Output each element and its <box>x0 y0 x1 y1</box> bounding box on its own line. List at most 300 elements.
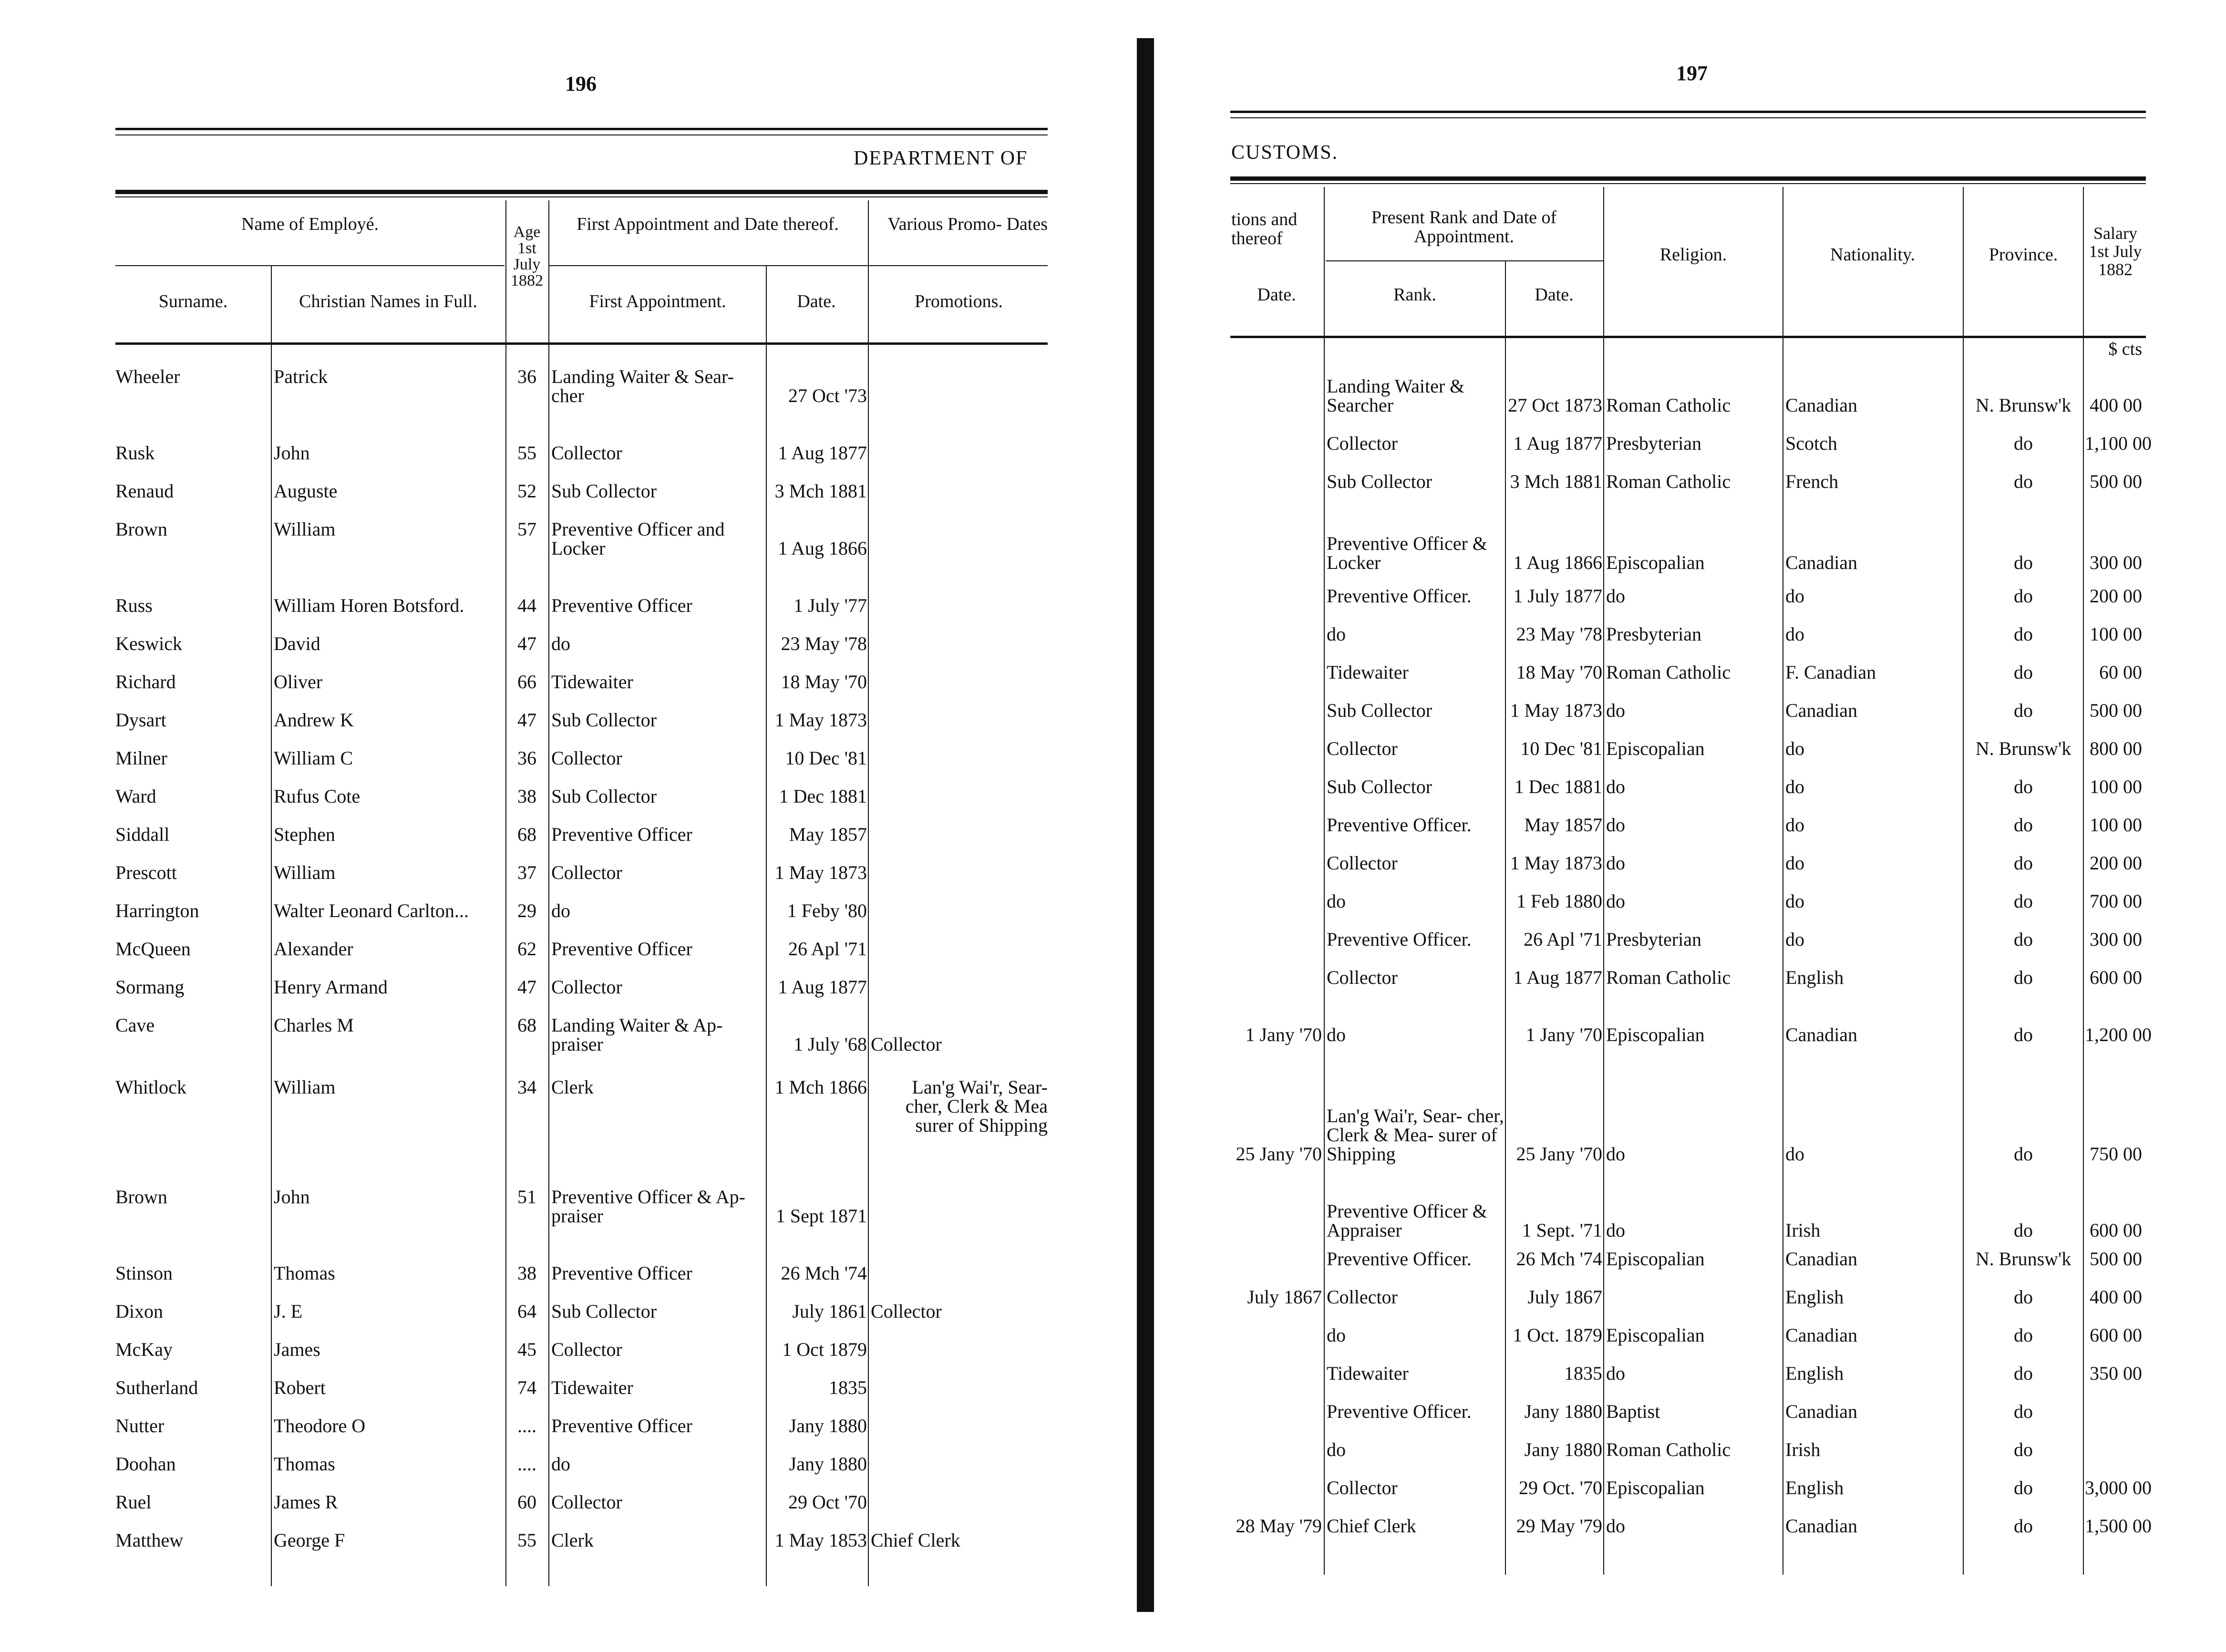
first-appointment-cell: Collector <box>551 442 622 464</box>
surname-cell: Keswick <box>115 633 182 654</box>
header-surname: Surname. <box>158 291 228 311</box>
province-cell: do <box>2014 1286 2033 1308</box>
promotion-cell: Collector <box>871 1301 942 1322</box>
first-appointment-cell: Collector <box>551 862 622 883</box>
salary-cell: 200 00 <box>2090 585 2142 607</box>
nationality-cell: do <box>1785 738 1804 759</box>
nationality-cell: Irish <box>1785 1439 1821 1460</box>
header-currency: $ cts <box>2108 339 2142 359</box>
age-cell: 74 <box>517 1377 536 1398</box>
first-appointment-cell: Landing Waiter & Ap- praiser <box>551 1014 723 1055</box>
rank-cell: Sub Collector <box>1327 700 1432 721</box>
rank-date-cell: 26 Mch '74 <box>1516 1248 1602 1270</box>
first-appointment-cell: Preventive Officer <box>551 1415 692 1436</box>
first-appointment-cell: Preventive Officer <box>551 595 692 616</box>
religion-cell: Presbyterian <box>1606 929 1701 950</box>
department-heading: DEPARTMENT OF <box>854 147 1028 169</box>
christian-name-cell: William <box>274 862 336 883</box>
salary-cell: 300 00 <box>2090 929 2142 950</box>
rank-date-cell: 1 Jany '70 <box>1525 1024 1602 1045</box>
nationality-cell: do <box>1785 814 1804 836</box>
rank-cell: Collector <box>1327 967 1398 988</box>
rank-cell: Landing Waiter & Searcher <box>1327 375 1465 416</box>
age-cell: 62 <box>517 938 536 960</box>
nationality-cell: F. Canadian <box>1785 661 1876 683</box>
first-appointment-cell: Sub Collector <box>551 785 657 807</box>
salary-cell: 600 00 <box>2090 1324 2142 1346</box>
first-appointment-cell: Collector <box>551 747 622 769</box>
header-name-group: Name of Employé. <box>241 214 379 234</box>
salary-cell: 100 00 <box>2090 814 2142 836</box>
rank-date-cell: 18 May '70 <box>1516 661 1602 683</box>
salary-cell: 200 00 <box>2090 852 2142 874</box>
christian-name-cell: David <box>274 633 320 654</box>
header-first-group: First Appointment and Date thereof. <box>577 214 839 234</box>
christian-name-cell: Charles M <box>274 1014 354 1036</box>
rank-date-cell: 1 May 1873 <box>1510 700 1602 721</box>
rank-date-cell: 1 Aug 1877 <box>1513 967 1602 988</box>
province-cell: do <box>2014 967 2033 988</box>
top-rule <box>115 128 1048 135</box>
rank-cell: Chief Clerk <box>1327 1515 1416 1537</box>
first-appointment-cell: Collector <box>551 976 622 998</box>
christian-name-cell: Patrick <box>274 366 328 387</box>
age-cell: .... <box>517 1415 536 1436</box>
age-cell: 45 <box>517 1339 536 1360</box>
salary-cell: 750 00 <box>2090 1143 2142 1165</box>
nationality-cell: Canadian <box>1785 1324 1858 1346</box>
province-cell: do <box>2014 929 2033 950</box>
christian-name-cell: William <box>274 1076 336 1098</box>
col-divider <box>271 265 272 1586</box>
age-cell: 51 <box>517 1186 536 1208</box>
appointment-date-cell: 1 Aug 1877 <box>778 976 867 998</box>
header-sub-rule <box>115 265 505 266</box>
header-sub-rule <box>1326 260 1603 261</box>
rank-cell: Preventive Officer. <box>1327 585 1472 607</box>
nationality-cell: English <box>1785 1477 1844 1498</box>
surname-cell: Richard <box>115 671 176 692</box>
age-cell: 34 <box>517 1076 536 1098</box>
salary-cell: 1,200 00 <box>2085 1024 2152 1045</box>
header-date: Date. <box>797 291 836 311</box>
nationality-cell: Canadian <box>1785 394 1858 416</box>
age-cell: 44 <box>517 595 536 616</box>
salary-cell: 350 00 <box>2090 1363 2142 1384</box>
col-divider <box>548 200 549 1586</box>
age-cell: 36 <box>517 366 536 387</box>
col-divider <box>868 200 869 1586</box>
first-appointment-cell: do <box>551 1453 570 1475</box>
rank-cell: Preventive Officer. <box>1327 1401 1472 1422</box>
surname-cell: Matthew <box>115 1529 184 1551</box>
appointment-date-cell: 1 May 1853 <box>774 1529 867 1551</box>
rank-date-cell: 3 Mch 1881 <box>1510 471 1602 492</box>
rank-date-cell: 25 Jany '70 <box>1516 1143 1602 1165</box>
rank-cell: Preventive Officer & Locker <box>1327 533 1487 573</box>
appointment-date-cell: 1 July '77 <box>794 595 867 616</box>
nationality-cell: do <box>1785 1143 1804 1165</box>
province-cell: N. Brunsw'k <box>1975 394 2071 416</box>
province-cell: N. Brunsw'k <box>1975 1248 2071 1270</box>
christian-name-cell: Thomas <box>274 1453 335 1475</box>
nationality-cell: Irish <box>1785 1219 1821 1241</box>
christian-name-cell: Oliver <box>274 671 323 692</box>
header-bottom-rule <box>115 342 1048 345</box>
top-rule <box>1230 111 2146 118</box>
appointment-date-cell: 1 Aug 1866 <box>778 537 867 559</box>
religion-cell: do <box>1606 776 1625 797</box>
appointment-date-cell: July 1861 <box>792 1301 867 1322</box>
salary-cell: 60 00 <box>2099 661 2142 683</box>
first-appointment-cell: Preventive Officer and Locker <box>551 518 725 559</box>
appointment-date-cell: 29 Oct '70 <box>788 1491 867 1513</box>
religion-cell: Episcopalian <box>1606 738 1705 759</box>
appointment-date-cell: 23 May '78 <box>781 633 867 654</box>
christian-name-cell: Stephen <box>274 824 335 845</box>
rank-date-cell: Jany 1880 <box>1524 1439 1602 1460</box>
appointment-date-cell: Jany 1880 <box>789 1415 867 1436</box>
rank-cell: Collector <box>1327 738 1398 759</box>
age-cell: 55 <box>517 1529 536 1551</box>
rank-cell: do <box>1327 1324 1346 1346</box>
rank-cell: Preventive Officer. <box>1327 814 1472 836</box>
age-cell: 37 <box>517 862 536 883</box>
rank-cell: do <box>1327 623 1346 645</box>
religion-cell: Episcopalian <box>1606 552 1705 573</box>
age-cell: 68 <box>517 824 536 845</box>
first-appointment-cell: Landing Waiter & Sear- cher <box>551 366 734 406</box>
nationality-cell: French <box>1785 471 1839 492</box>
christian-name-cell: Robert <box>274 1377 326 1398</box>
christian-name-cell: Auguste <box>274 480 338 502</box>
nationality-cell: English <box>1785 1363 1844 1384</box>
nationality-cell: do <box>1785 890 1804 912</box>
salary-cell: 100 00 <box>2090 623 2142 645</box>
rank-cell: Collector <box>1327 1477 1398 1498</box>
first-appointment-cell: Preventive Officer <box>551 824 692 845</box>
promotion-date-cell: 1 Jany '70 <box>1245 1024 1322 1045</box>
first-appointment-cell: Sub Collector <box>551 709 657 731</box>
rank-cell: Tidewaiter <box>1327 1363 1409 1384</box>
age-cell: 29 <box>517 900 536 921</box>
nationality-cell: English <box>1785 967 1844 988</box>
age-cell: 64 <box>517 1301 536 1322</box>
first-appointment-cell: Preventive Officer <box>551 938 692 960</box>
nationality-cell: English <box>1785 1286 1844 1308</box>
header-first-appointment: First Appointment. <box>589 291 726 311</box>
appointment-date-cell: 3 Mch 1881 <box>774 480 867 502</box>
appointment-date-cell: 1 Oct 1879 <box>782 1339 867 1360</box>
appointment-date-cell: 1 Sept 1871 <box>775 1205 867 1227</box>
surname-cell: Ward <box>115 785 156 807</box>
rank-date-cell: 1 Oct. 1879 <box>1513 1324 1602 1346</box>
header-age: Age 1st July 1882 <box>511 223 543 289</box>
religion-cell: Roman Catholic <box>1606 967 1731 988</box>
appointment-date-cell: 1 July '68 <box>794 1033 867 1055</box>
salary-cell: 300 00 <box>2090 552 2142 573</box>
page-number: 196 <box>565 72 597 95</box>
surname-cell: Doohan <box>115 1453 176 1475</box>
rank-cell: Collector <box>1327 433 1398 454</box>
religion-cell: Presbyterian <box>1606 623 1701 645</box>
surname-cell: Renaud <box>115 480 174 502</box>
surname-cell: Wheeler <box>115 366 180 387</box>
salary-cell: 600 00 <box>2090 1219 2142 1241</box>
header-nationality: Nationality. <box>1830 245 1915 265</box>
surname-cell: Rusk <box>115 442 155 464</box>
rank-cell: Preventive Officer & Appraiser <box>1327 1200 1487 1241</box>
nationality-cell: Canadian <box>1785 1515 1858 1537</box>
nationality-cell: Canadian <box>1785 1248 1858 1270</box>
christian-name-cell: William Horen Botsford. <box>274 595 464 616</box>
province-cell: do <box>2014 814 2033 836</box>
first-appointment-cell: Collector <box>551 1491 622 1513</box>
age-cell: 36 <box>517 747 536 769</box>
table-top-rule <box>1230 176 2146 184</box>
appointment-date-cell: 27 Oct '73 <box>788 385 867 406</box>
salary-cell: 1,100 00 <box>2085 433 2152 454</box>
surname-cell: Whitlock <box>115 1076 186 1098</box>
rank-date-cell: Jany 1880 <box>1524 1401 1602 1422</box>
promotion-date-cell: 28 May '79 <box>1236 1515 1322 1537</box>
surname-cell: Sormang <box>115 976 185 998</box>
province-cell: do <box>2014 1477 2033 1498</box>
religion-cell: do <box>1606 890 1625 912</box>
age-cell: 38 <box>517 1262 536 1284</box>
appointment-date-cell: 1 May 1873 <box>774 862 867 883</box>
promotion-cell: Collector <box>871 1033 942 1055</box>
header-rank: Rank. <box>1393 285 1436 305</box>
surname-cell: Ruel <box>115 1491 152 1513</box>
appointment-date-cell: 1 May 1873 <box>774 709 867 731</box>
province-cell: do <box>2014 700 2033 721</box>
col-divider <box>1963 187 1964 1575</box>
col-divider <box>1603 187 1604 1575</box>
christian-name-cell: Alexander <box>274 938 353 960</box>
province-cell: do <box>2014 1363 2033 1384</box>
province-cell: do <box>2014 1143 2033 1165</box>
province-cell: do <box>2014 1439 2033 1460</box>
promotion-date-cell: July 1867 <box>1247 1286 1322 1308</box>
rank-date-cell: 1 July 1877 <box>1513 585 1602 607</box>
first-appointment-cell: Collector <box>551 1339 622 1360</box>
salary-cell: 500 00 <box>2090 1248 2142 1270</box>
christian-name-cell: George F <box>274 1529 345 1551</box>
nationality-cell: Canadian <box>1785 1024 1858 1045</box>
appointment-date-cell: 26 Mch '74 <box>781 1262 867 1284</box>
nationality-cell: Canadian <box>1785 552 1858 573</box>
nationality-cell: Scotch <box>1785 433 1837 454</box>
age-cell: 68 <box>517 1014 536 1036</box>
salary-cell: 700 00 <box>2090 890 2142 912</box>
right-page <box>1173 0 2226 1652</box>
rank-cell: Sub Collector <box>1327 776 1432 797</box>
salary-cell: 100 00 <box>2090 776 2142 797</box>
christian-name-cell: John <box>274 1186 310 1208</box>
salary-cell: 400 00 <box>2090 394 2142 416</box>
age-cell: 47 <box>517 976 536 998</box>
appointment-date-cell: 1 Mch 1866 <box>774 1076 867 1098</box>
religion-cell: do <box>1606 814 1625 836</box>
age-cell: 55 <box>517 442 536 464</box>
surname-cell: Nutter <box>115 1415 165 1436</box>
province-cell: do <box>2014 552 2033 573</box>
header-bottom-rule <box>1230 336 2146 338</box>
nationality-cell: do <box>1785 623 1804 645</box>
rank-date-cell: July 1867 <box>1527 1286 1602 1308</box>
province-cell: do <box>2014 585 2033 607</box>
province-cell: N. Brunsw'k <box>1975 738 2071 759</box>
rank-date-cell: 1 Sept. '71 <box>1522 1219 1602 1241</box>
first-appointment-cell: Preventive Officer & Ap- praiser <box>551 1186 745 1227</box>
christian-name-cell: Thomas <box>274 1262 335 1284</box>
age-cell: .... <box>517 1453 536 1475</box>
rank-cell: do <box>1327 1439 1346 1460</box>
salary-cell: 800 00 <box>2090 738 2142 759</box>
religion-cell: Episcopalian <box>1606 1024 1705 1045</box>
age-cell: 66 <box>517 671 536 692</box>
surname-cell: Brown <box>115 518 167 540</box>
header-promo-group: Various Promo- Dates <box>887 214 1048 234</box>
surname-cell: Siddall <box>115 824 170 845</box>
rank-cell: Preventive Officer. <box>1327 929 1472 950</box>
header-christian: Christian Names in Full. <box>299 291 477 311</box>
rank-date-cell: 1 Dec 1881 <box>1514 776 1602 797</box>
salary-cell: 600 00 <box>2090 967 2142 988</box>
religion-cell: Episcopalian <box>1606 1324 1705 1346</box>
appointment-date-cell: 1 Dec 1881 <box>779 785 867 807</box>
table-top-rule <box>115 190 1048 197</box>
province-cell: do <box>2014 1515 2033 1537</box>
salary-cell: 400 00 <box>2090 1286 2142 1308</box>
surname-cell: Brown <box>115 1186 167 1208</box>
first-appointment-cell: Clerk <box>551 1076 594 1098</box>
rank-date-cell: 1 Feb 1880 <box>1516 890 1602 912</box>
surname-cell: Prescott <box>115 862 177 883</box>
header-rank-date: Date. <box>1535 285 1574 305</box>
salary-cell: 3,000 00 <box>2085 1477 2152 1498</box>
religion-cell: do <box>1606 700 1625 721</box>
first-appointment-cell: do <box>551 633 570 654</box>
nationality-cell: do <box>1785 585 1804 607</box>
surname-cell: Sutherland <box>115 1377 198 1398</box>
christian-name-cell: William <box>274 518 336 540</box>
nationality-cell: Canadian <box>1785 700 1858 721</box>
promotion-date-cell: 25 Jany '70 <box>1236 1143 1322 1165</box>
religion-cell: Episcopalian <box>1606 1248 1705 1270</box>
rank-date-cell: 1 Aug 1866 <box>1513 552 1602 573</box>
age-cell: 52 <box>517 480 536 502</box>
religion-cell: Roman Catholic <box>1606 661 1731 683</box>
rank-date-cell: 29 Oct. '70 <box>1519 1477 1602 1498</box>
col-divider <box>2083 187 2084 1575</box>
religion-cell: Baptist <box>1606 1401 1660 1422</box>
col-divider <box>1324 187 1325 1575</box>
religion-cell: do <box>1606 1515 1625 1537</box>
age-cell: 57 <box>517 518 536 540</box>
christian-name-cell: Henry Armand <box>274 976 388 998</box>
province-cell: do <box>2014 1024 2033 1045</box>
appointment-date-cell: 26 Apl '71 <box>788 938 867 960</box>
surname-cell: McKay <box>115 1339 173 1360</box>
religion-cell: do <box>1606 852 1625 874</box>
rank-date-cell: 10 Dec '81 <box>1520 738 1602 759</box>
age-cell: 60 <box>517 1491 536 1513</box>
surname-cell: Russ <box>115 595 153 616</box>
salary-cell: 500 00 <box>2090 700 2142 721</box>
christian-name-cell: John <box>274 442 310 464</box>
religion-cell: Presbyterian <box>1606 433 1701 454</box>
first-appointment-cell: Clerk <box>551 1529 594 1551</box>
rank-date-cell: 1 May 1873 <box>1510 852 1602 874</box>
rank-cell: Lan'g Wai'r, Sear- cher, Clerk & Mea- surer of Shipping <box>1327 1105 1504 1165</box>
surname-cell: Milner <box>115 747 167 769</box>
appointment-date-cell: May 1857 <box>789 824 867 845</box>
nationality-cell: do <box>1785 776 1804 797</box>
religion-cell: Episcopalian <box>1606 1477 1705 1498</box>
christian-name-cell: Andrew K <box>274 709 354 731</box>
christian-name-cell: James R <box>274 1491 338 1513</box>
province-cell: do <box>2014 852 2033 874</box>
nationality-cell: do <box>1785 852 1804 874</box>
christian-name-cell: William C <box>274 747 353 769</box>
first-appointment-cell: do <box>551 900 570 921</box>
rank-date-cell: 1 Aug 1877 <box>1513 433 1602 454</box>
religion-cell: do <box>1606 585 1625 607</box>
surname-cell: McQueen <box>115 938 191 960</box>
header-promo-cont: tions and thereof <box>1231 209 1298 248</box>
religion-cell: Roman Catholic <box>1606 471 1731 492</box>
promotion-cell: Lan'g Wai'r, Sear- cher, Clerk & Mea surer of Shipping <box>905 1076 1048 1136</box>
province-cell: do <box>2014 471 2033 492</box>
province-cell: do <box>2014 433 2033 454</box>
appointment-date-cell: 18 May '70 <box>781 671 867 692</box>
appointment-date-cell: 1 Feby '80 <box>787 900 867 921</box>
province-cell: do <box>2014 1324 2033 1346</box>
first-appointment-cell: Tidewaiter <box>551 671 633 692</box>
appointment-date-cell: 10 Dec '81 <box>785 747 867 769</box>
christian-name-cell: Theodore O <box>274 1415 366 1436</box>
first-appointment-cell: Sub Collector <box>551 1301 657 1322</box>
first-appointment-cell: Tidewaiter <box>551 1377 633 1398</box>
surname-cell: Dixon <box>115 1301 163 1322</box>
christian-name-cell: Rufus Cote <box>274 785 361 807</box>
nationality-cell: Canadian <box>1785 1401 1858 1422</box>
header-promo-date: Date. <box>1257 285 1296 305</box>
religion-cell: Roman Catholic <box>1606 394 1731 416</box>
header-salary: Salary 1st July 1882 <box>2089 224 2142 279</box>
religion-cell: Roman Catholic <box>1606 1439 1731 1460</box>
rank-date-cell: 23 May '78 <box>1516 623 1602 645</box>
rank-date-cell: 26 Apl '71 <box>1524 929 1602 950</box>
religion-cell: do <box>1606 1363 1625 1384</box>
header-sub-rule <box>549 265 1048 266</box>
first-appointment-cell: Preventive Officer <box>551 1262 692 1284</box>
rank-cell: do <box>1327 890 1346 912</box>
province-cell: do <box>2014 776 2033 797</box>
rank-cell: Collector <box>1327 852 1398 874</box>
rank-date-cell: May 1857 <box>1524 814 1602 836</box>
rank-cell: do <box>1327 1024 1346 1045</box>
age-cell: 47 <box>517 633 536 654</box>
surname-cell: Harrington <box>115 900 199 921</box>
customs-heading: CUSTOMS. <box>1231 142 1339 164</box>
province-cell: do <box>2014 661 2033 683</box>
header-present-group: Present Rank and Date of Appointment. <box>1371 207 1557 247</box>
header-province: Province. <box>1989 245 2058 265</box>
christian-name-cell: Walter Leonard Carlton... <box>274 900 469 921</box>
